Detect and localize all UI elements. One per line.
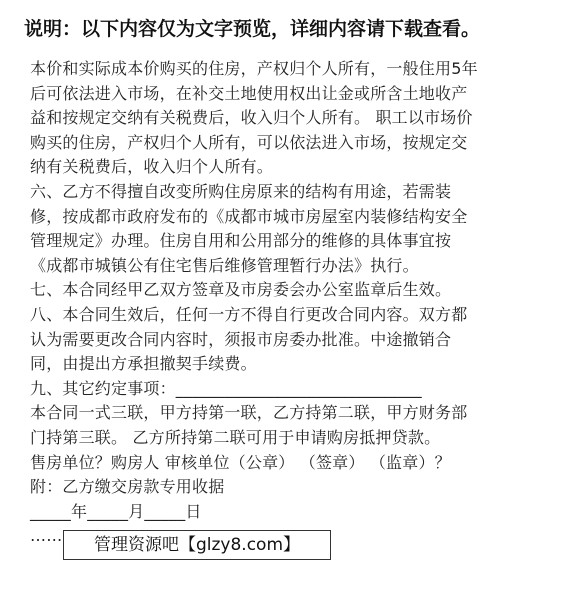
signature-line: 售房单位？购房人 审核单位（公章） （签章） （监章）？ <box>30 452 451 472</box>
text-line: 门持第三联。 乙方所持第二联可用于申请购房抵押贷款。 <box>30 427 441 447</box>
text-line: 后可依法进入市场，在补交土地使用权出让金或所含土地收产 <box>30 83 468 103</box>
clause-six: 六、乙方不得擅自改变所购住房原来的结构有用途，若需装 <box>30 181 452 201</box>
text-line: 《成都市城镇公有住宅售后维修管理暂行办法》执行。 <box>30 255 419 275</box>
watermark-banner: 管理资源吧【glzy8.com】 <box>63 530 331 560</box>
text-line: 认为需要更改合同内容时，须报市房委办批准。中途撤销合 <box>30 329 452 349</box>
preview-notice: 说明：以下内容仅为文字预览，详细内容请下载查看。 <box>24 18 481 40</box>
text-line: 同，由提出方承担撤契手续费。 <box>30 354 257 374</box>
clause-nine: 九、其它约定事项：______________________________ <box>30 378 422 398</box>
text-line: 购买的住房，产权归个人所有，可以依法进入市场，按规定交 <box>30 132 468 152</box>
document-body <box>30 57 566 549</box>
text-line: 益和按规定交纳有关税费后，收入归个人所有。 职工以市场价 <box>30 108 473 128</box>
text-line: 本合同一式三联，甲方持第一联，乙方持第二联，甲方财务部 <box>30 403 468 423</box>
text-line: 本价和实际成本价购买的住房，产权归个人所有，一般住用5年 <box>30 59 478 78</box>
clause-seven: 七、本合同经甲乙双方签章及市房委会办公室监章后生效。 <box>30 280 452 300</box>
ellipsis: …… <box>30 526 63 546</box>
clause-eight: 八、本合同生效后，任何一方不得自行更改合同内容。双方都 <box>30 304 468 324</box>
attachment-line: 附：乙方缴交房款专用收据 <box>30 477 225 497</box>
text-line: 纳有关税费后，收入归个人所有。 <box>30 157 274 177</box>
date-line: _____年_____月_____日 <box>30 501 202 521</box>
text-line: 管理规定》办理。住房自用和公用部分的维修的具体事宜按 <box>30 231 452 251</box>
text-line: 修，按成都市政府发布的《成都市城市房屋室内装修结构安全 <box>30 206 468 226</box>
